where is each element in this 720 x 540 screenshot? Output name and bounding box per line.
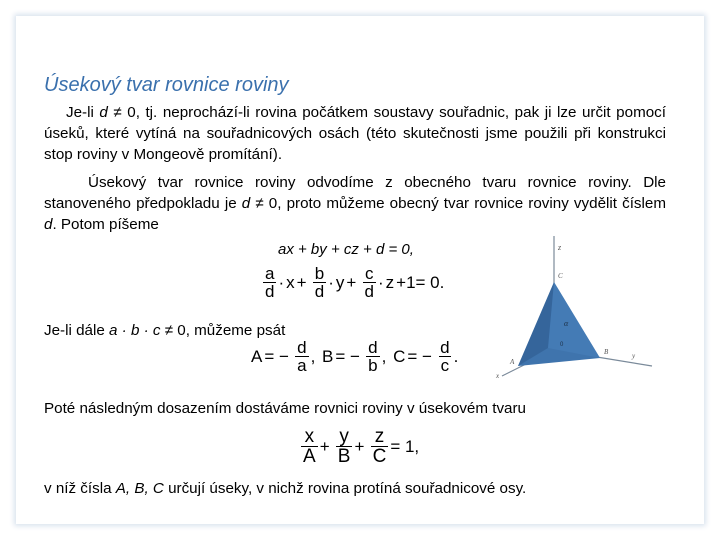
plane-intercept-diagram (482, 226, 666, 396)
p2-var-d: d (241, 195, 251, 212)
equation-intercepts: A = − $\frac{d}{a}$ , B = − $\frac{d}{b}$ , C = − $\frac{d}{c}$ . (251, 338, 459, 375)
p2-text-b: ≠ 0, proto můžeme obecný tvar rovnice roviny vydělit číslem (250, 195, 666, 212)
slide-title: Úsekový tvar rovnice roviny (44, 74, 289, 96)
label-origin: 0 (560, 342, 564, 348)
label-a: A (510, 358, 515, 366)
paragraph-5 (44, 478, 666, 499)
label-y: y (632, 352, 636, 360)
p2-text-a: Úsekový tvar rovnice roviny odvodíme z obecného tvaru rovnice roviny. Dle stanoveného předpokladu je (44, 174, 666, 212)
label-c: C (558, 272, 563, 280)
label-x: x (496, 372, 500, 380)
label-alpha: α (564, 319, 569, 328)
paragraph-4: Poté následným dosazením dostáváme rovnici roviny v úsekovém tvaru (44, 400, 527, 417)
paragraph-1 (44, 102, 666, 165)
p3-var-abc: a · b · c (109, 322, 161, 339)
p5-text-a: v níž čísla (44, 480, 116, 497)
p2-text-c: . Potom píšeme (52, 216, 159, 233)
label-b: B (604, 348, 609, 356)
p1-text-a: Je-li (66, 104, 100, 121)
p2-var-d2: d (44, 216, 53, 233)
equation-general-form: ax + by + cz + d = 0, (278, 241, 414, 258)
p1-text-b: ≠ 0, tj. neprochází-li rovina počátkem soustavy souřadnic, pak ji lze určit pomocí úseků, které vytíná na souřadnicových osách (této skutečnosti jsme použili při konstrukci stop roviny v Mongeově promítání). (44, 104, 666, 163)
label-z: z (558, 243, 562, 252)
p5-text-b: určují úseky, v nichž rovina protíná souřadnicové osy. (163, 480, 527, 497)
p3-text-b: ≠ 0, můžeme psát (160, 322, 286, 339)
p1-var-d: d (99, 104, 108, 121)
p5-var-abc: A, B, C (115, 480, 164, 497)
p3-text-a: Je-li dále (44, 322, 109, 339)
equation-divided: $\frac{a}{d}$ · x + $\frac{b}{d}$ · y + $\frac{c}{d}$ · z +1= 0. (265, 264, 445, 301)
equation-intercept-form: $\frac{x}{A}$ + $\frac{y}{B}$ + $\frac{z}{C}$ = 1, (303, 426, 420, 467)
diagram-background (482, 226, 666, 396)
